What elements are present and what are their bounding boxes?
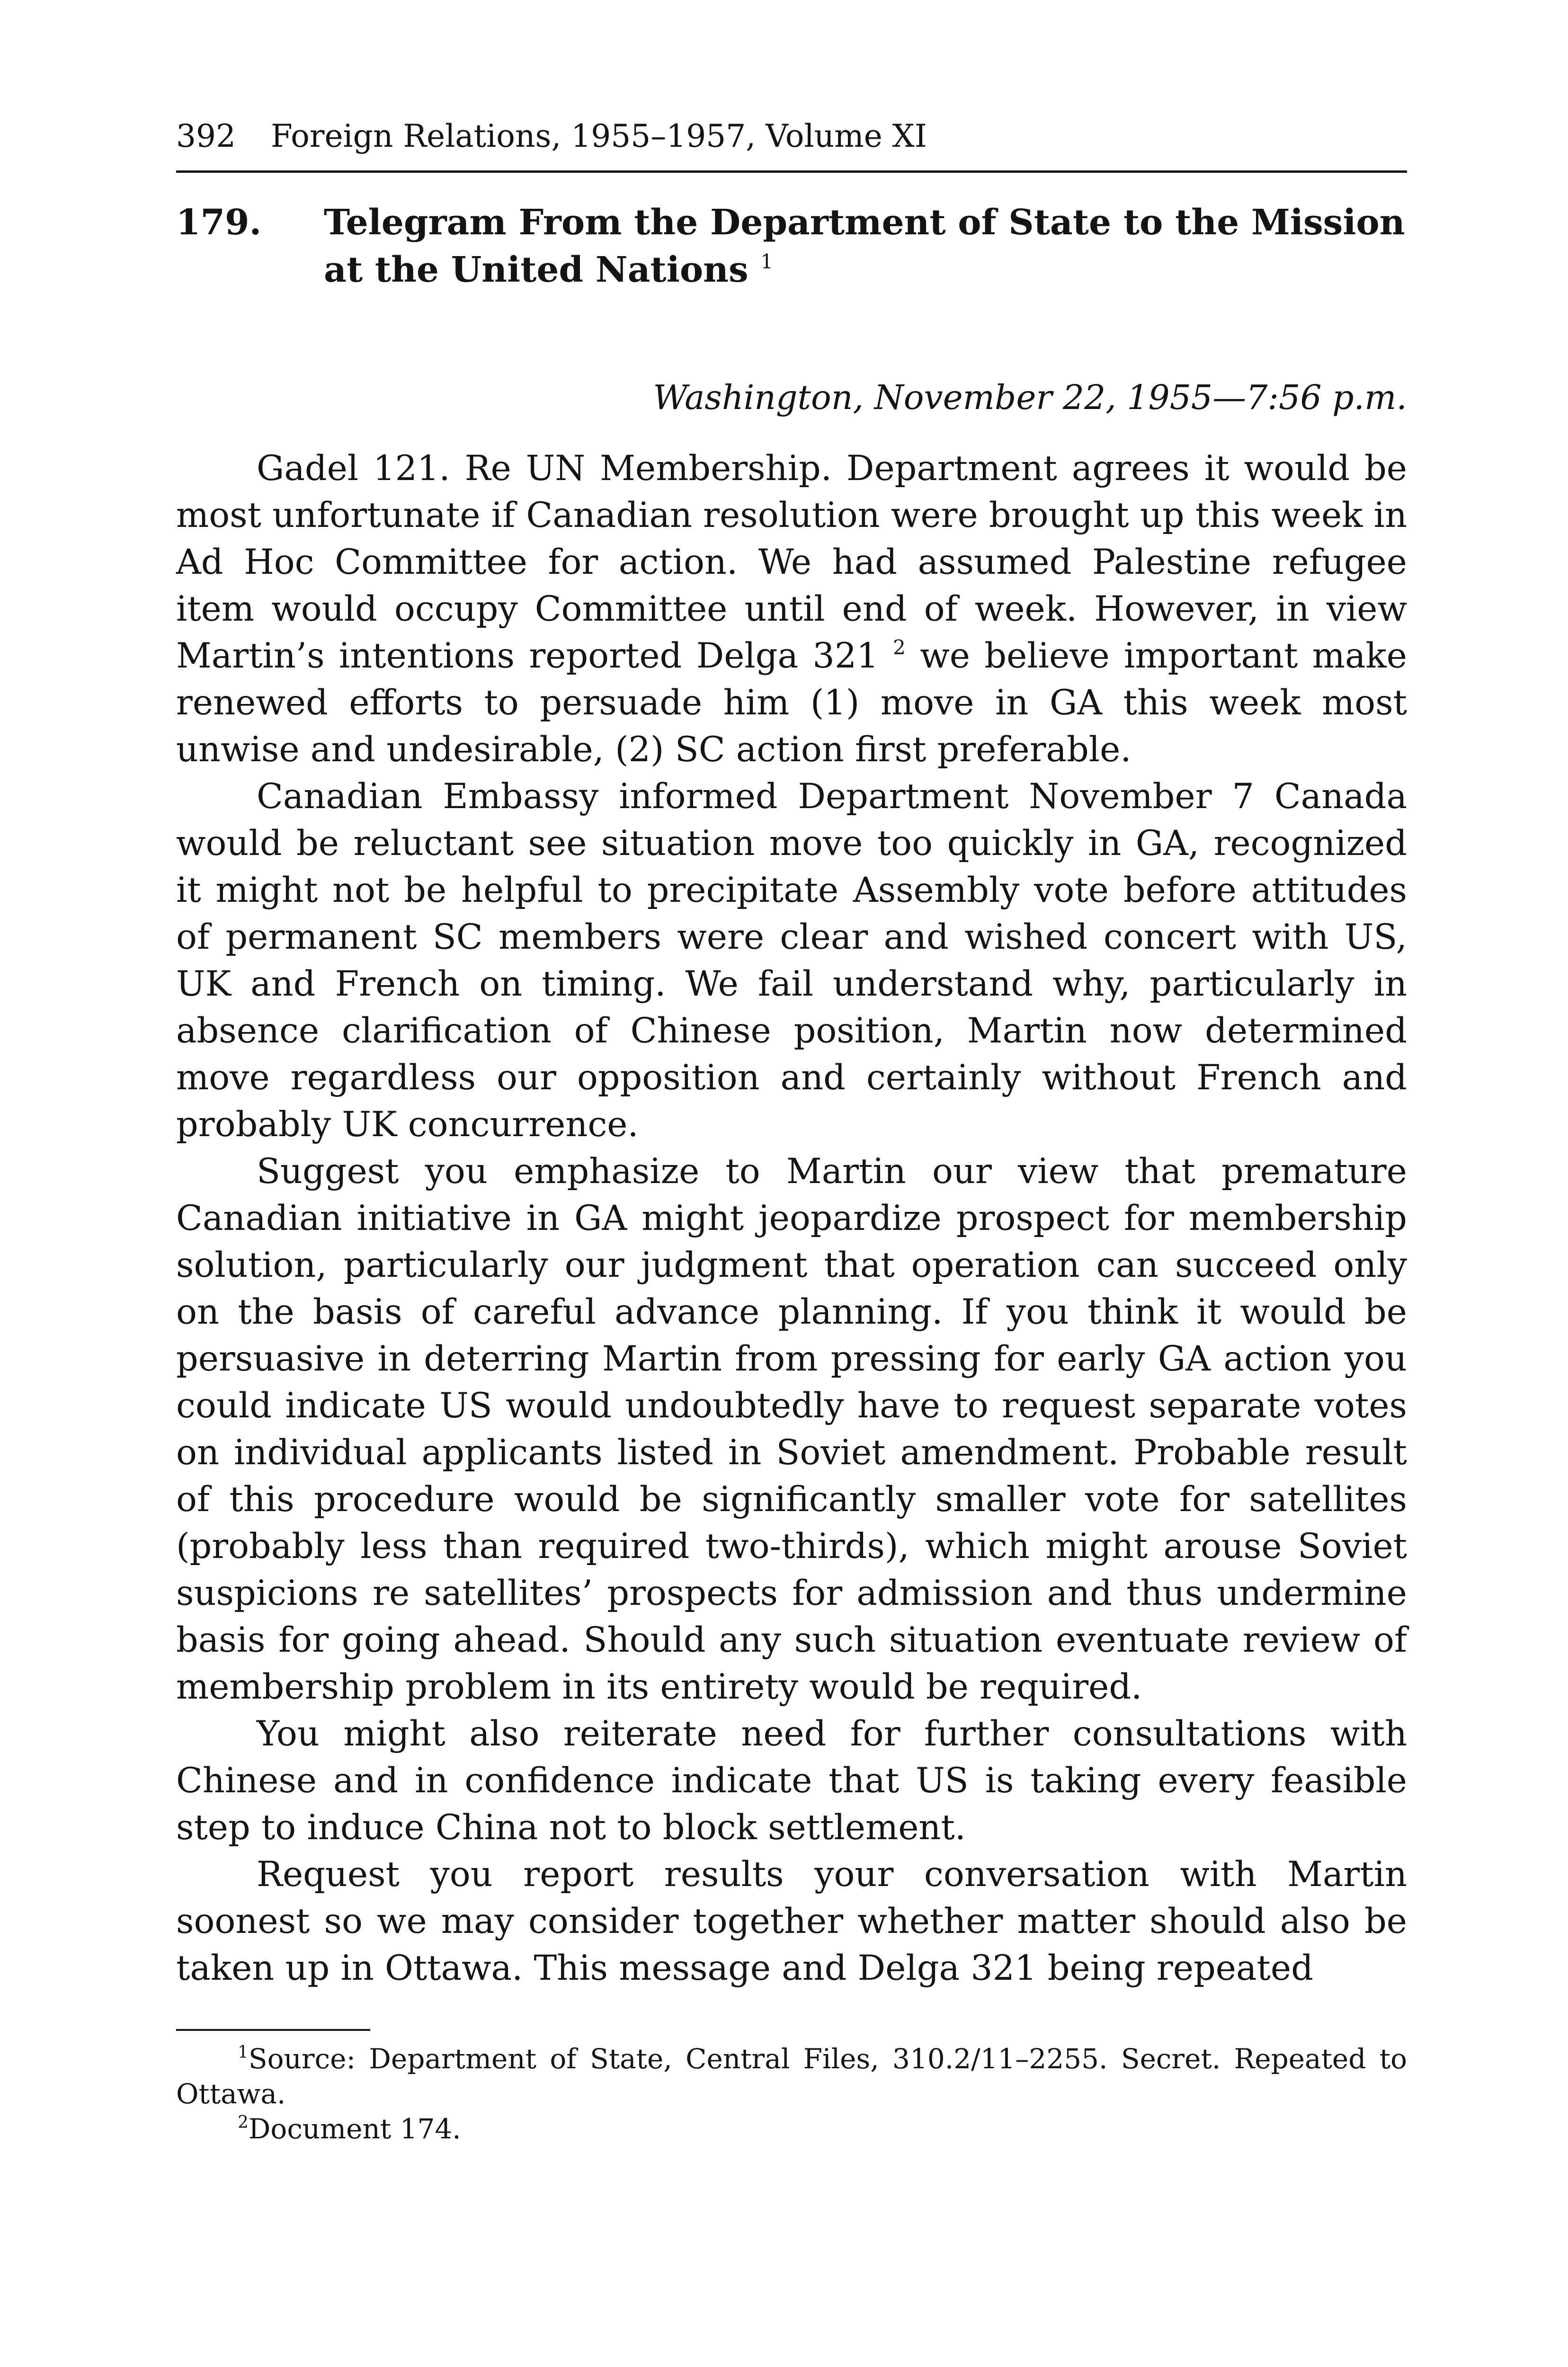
footnote-2	[176, 2111, 1407, 2146]
paragraph-1	[176, 445, 1407, 773]
paragraph-3: Suggest you emphasize to Martin our view that premature Canadian initiative in GA might jeopardize prospect for membership solution, particularly our judgment that operation can succeed only on the basis of careful advance planning. If you think it would be persuasive in deterring Martin from pressing for early GA action you could indicate US would undoubtedly have to request separate votes on individual applicants listed in Soviet amendment. Probable result of this procedure would be significantly smaller vote for satellites (probably less than required two-thirds), which might arouse Soviet suspicions re satellites’ prospects for admission and thus undermine basis for going ahead. Should any such situation eventuate review of membership problem in its entirety would be required.	[176, 1151, 1407, 1707]
footnote-ref-1: 1	[760, 250, 774, 273]
telegram-body	[176, 445, 1407, 1992]
paragraph-2: Canadian Embassy informed Department November 7 Canada would be reluctant see situation move too quickly in GA, recognized it might not be helpful to precipitate Assembly vote before attitudes of permanent SC members were clear and wished concert with US, UK and French on timing. We fail understand why, particularly in absence clarification of Chinese position, Martin now determined move regardless our opposition and certainly without French and probably UK concurrence.	[176, 776, 1407, 1145]
footnote-1-marker: 1	[238, 2043, 249, 2062]
page-number: 392	[176, 118, 236, 154]
document-number: 179.	[176, 202, 262, 243]
footnote-1	[176, 2041, 1407, 2111]
paragraph-4: You might also reiterate need for further consultations with Chinese and in confidence indicate that US is taking every feasible step to induce China not to block settlement.	[176, 1714, 1407, 1848]
footnotes	[176, 2041, 1407, 2146]
document-title-text: Telegram From the Department of State to the Mission at the United Nations	[324, 202, 1405, 290]
footnote-2-marker: 2	[238, 2113, 249, 2132]
document-title	[324, 199, 1407, 294]
footnote-1-text: Source: Department of State, Central Files, 310.2/11–2255. Secret. Repeated to Ottawa.	[176, 2043, 1407, 2110]
footnote-ref-2: 2	[893, 636, 906, 659]
running-head	[176, 113, 1407, 173]
paragraph-5: Request you report results your conversation with Martin soonest so we may consider together whether matter should also be taken up in Ottawa. This message and Delga 321 being repeated	[176, 1854, 1407, 1988]
running-title: Foreign Relations, 1955–1957, Volume XI	[271, 118, 927, 154]
paragraph-1-text: Gadel 121. Re UN Membership. Department agrees it would be most unfortunate if Canadian resolution were brought up this week in Ad Hoc Committee for action. We had assumed Palestine refugee item would occupy Committee until end of week. However, in view Martin’s intentions reported Delga 321	[176, 448, 1407, 676]
footnote-2-text: Document 174.	[248, 2113, 461, 2145]
document-heading	[176, 199, 1407, 294]
footnote-divider	[176, 2029, 370, 2031]
dateline: Washington, November 22, 1955—7:56 p.m.	[653, 378, 1407, 417]
paragraph-1-text-cont: we believe important make renewed efforts to persuade him (1) move in GA this week most unwise and undesirable, (2) SC action first preferable.	[176, 636, 1407, 770]
